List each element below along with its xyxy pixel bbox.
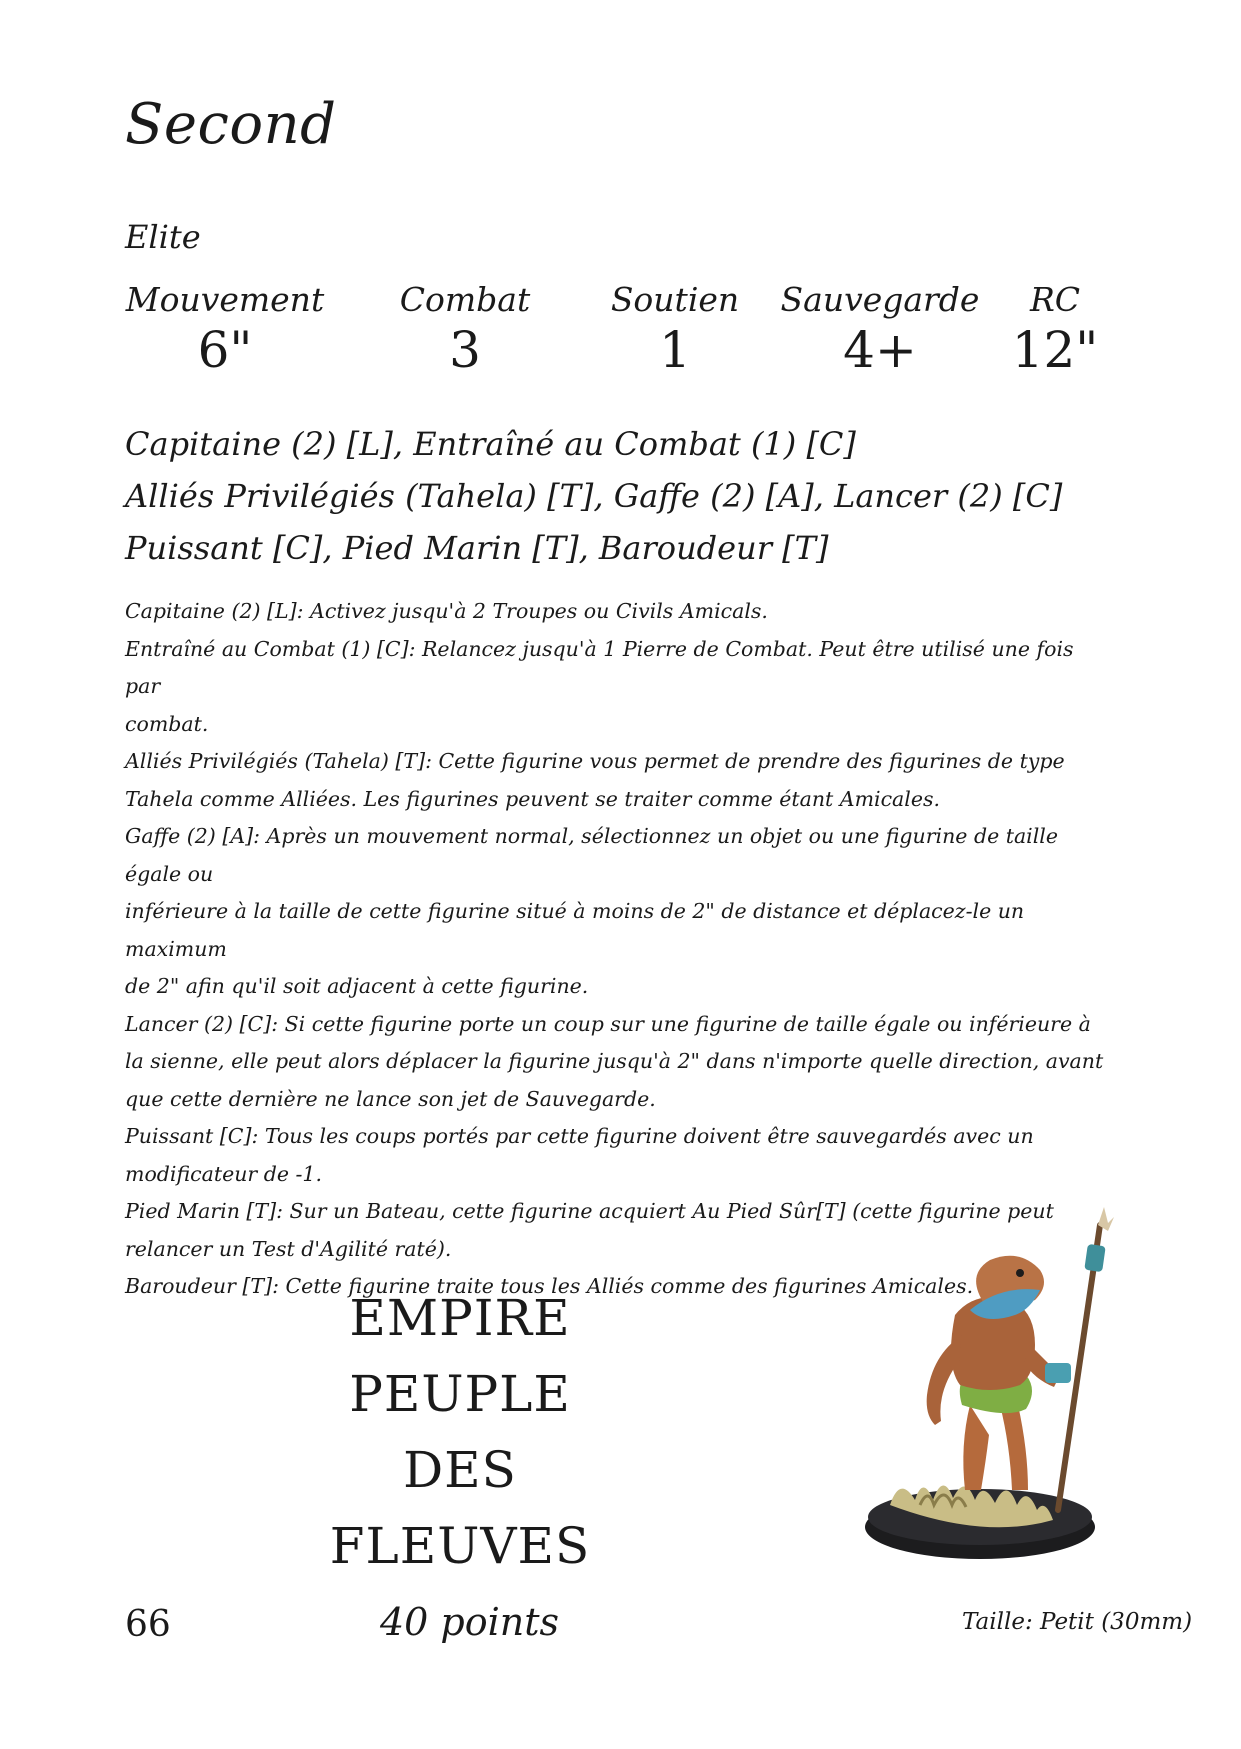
faction-line: EMPIRE: [349, 1289, 571, 1347]
faction-name: [310, 1280, 610, 1584]
stat-value: 12": [1011, 321, 1099, 379]
stat-value: 4+: [843, 321, 917, 379]
rule-line: Pied Marin [T]: Sur un Bateau, cette figurine acquiert Au Pied Sûr[T] (cette figurine peut: [125, 1199, 1054, 1223]
stat-value: 1: [659, 321, 691, 379]
rule-line: Puissant [C]: Tous les coups portés par cette figurine doivent être sauvegardés avec un: [125, 1124, 1034, 1148]
rule-line: Lancer (2) [C]: Si cette figurine porte un coup sur une figurine de taille égale ou inférieure à: [125, 1011, 1091, 1036]
rule-line: Alliés Privilégiés (Tahela) [T]: Cette figurine vous permet de prendre des figurines de type: [125, 749, 1065, 773]
rule-line: relancer un Test d'Agilité raté).: [125, 1236, 452, 1261]
faction-line: FLEUVES: [329, 1517, 591, 1575]
miniature-image: [850, 1205, 1150, 1570]
rule-line: de 2" afin qu'il soit adjacent à cette figurine.: [125, 974, 589, 998]
stat-movement: [120, 280, 330, 379]
size-label: Taille: Petit (30mm): [962, 1609, 1193, 1635]
stat-label: Sauvegarde: [780, 280, 980, 319]
rule-line: inférieure à la taille de cette figurine situé à moins de 2" de distance et déplacez-le un maximum: [125, 899, 1025, 961]
faction-line: DES: [403, 1441, 517, 1499]
traits-line: Alliés Privilégiés (Tahela) [T], Gaffe (2) [A], Lancer (2) [C]: [125, 477, 1063, 515]
unit-rank: Elite: [125, 218, 201, 256]
stat-combat: [370, 280, 560, 379]
rule-line: Tahela comme Alliées. Les figurines peuvent se traiter comme étant Amicales.: [125, 786, 941, 811]
stat-value: 3: [449, 321, 481, 379]
faction-line: PEUPLE: [349, 1365, 571, 1423]
rule-line: Capitaine (2) [L]: Activez jusqu'à 2 Troupes ou Civils Amicals.: [125, 599, 768, 623]
traits-summary: [125, 418, 1125, 574]
stat-label: RC: [1029, 280, 1081, 319]
page-number: 66: [125, 1604, 171, 1645]
rule-line: que cette dernière ne lance son jet de Sauvegarde.: [125, 1086, 656, 1111]
rule-line: Entraîné au Combat (1) [C]: Relancez jusqu'à 1 Pierre de Combat. Peut être utilisé une fois par: [125, 636, 1074, 698]
points-cost: 40 points: [380, 1600, 560, 1644]
stat-label: Mouvement: [125, 280, 325, 319]
rule-line: combat.: [125, 711, 209, 736]
stat-value: 6": [197, 321, 253, 379]
traits-line: Capitaine (2) [L], Entraîné au Combat (1) [C]: [125, 425, 856, 463]
traits-line: Puissant [C], Pied Marin [T], Baroudeur [T]: [125, 529, 829, 567]
rules-text: [125, 593, 1115, 1306]
stat-rc: [985, 280, 1125, 379]
stat-save: [765, 280, 995, 379]
stat-support: [580, 280, 770, 379]
stat-label: Soutien: [610, 280, 740, 319]
unit-title: Second: [125, 92, 337, 157]
stat-label: Combat: [399, 280, 531, 319]
rule-line: Gaffe (2) [A]: Après un mouvement normal, sélectionnez un objet ou une figurine de taille égale ou: [125, 824, 1058, 886]
rule-line: la sienne, elle peut alors déplacer la figurine jusqu'à 2" dans n'importe quelle direction, avant: [125, 1049, 1104, 1073]
rule-line: modificateur de -1.: [125, 1161, 322, 1186]
rule-line: Baroudeur [T]: Cette figurine traite tous les Alliés comme des figurines Amicales.: [125, 1274, 974, 1298]
